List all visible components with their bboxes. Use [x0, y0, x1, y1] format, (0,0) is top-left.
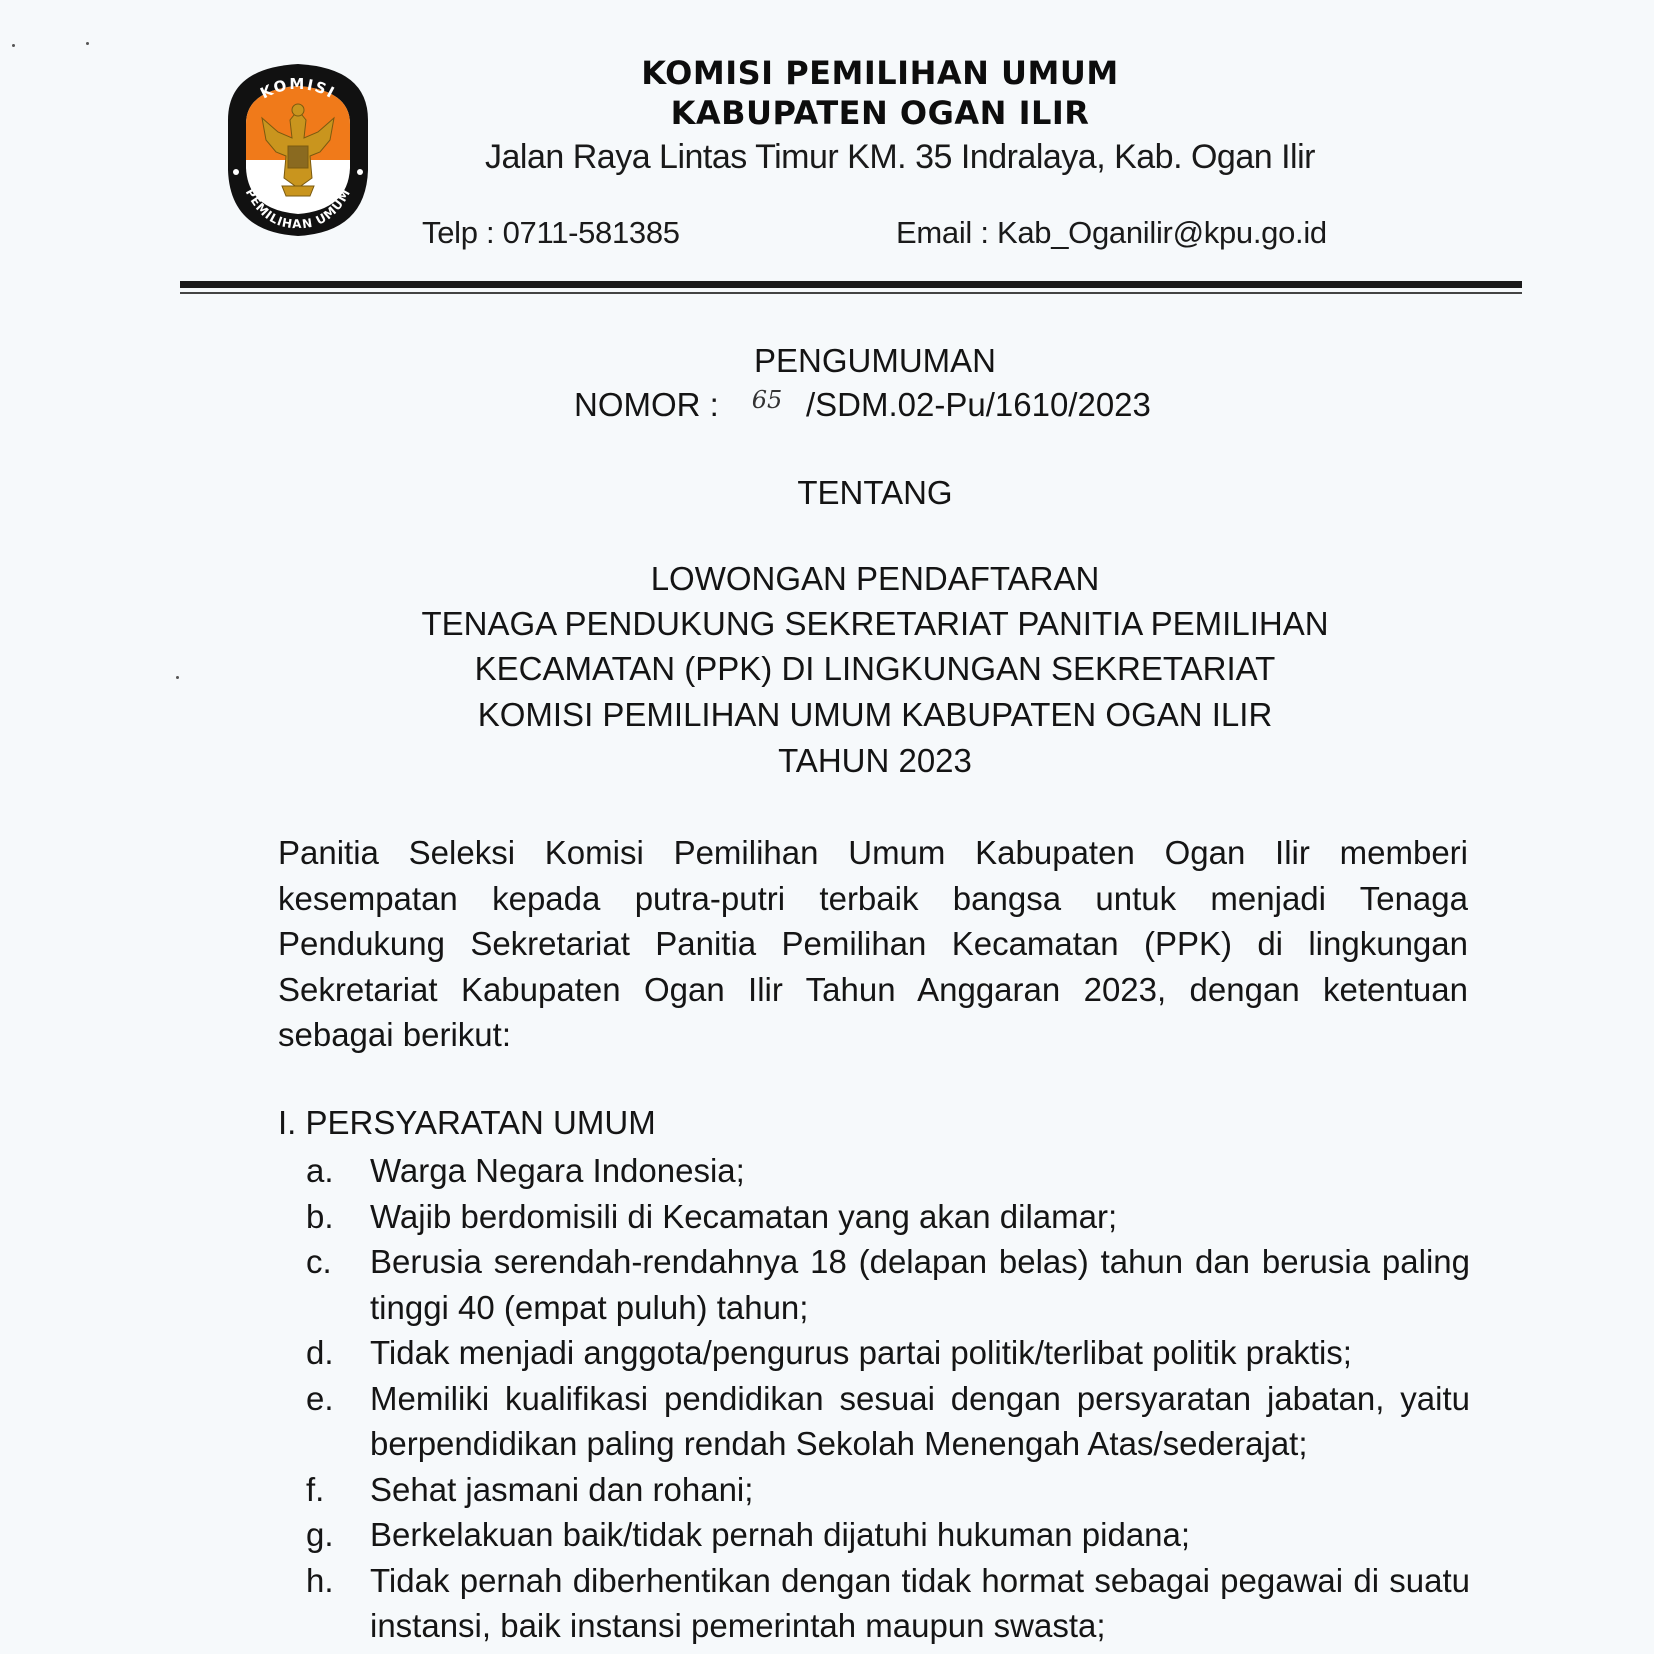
list-item	[306, 1558, 1470, 1649]
requirements-list	[306, 1148, 1470, 1649]
list-item-text: Tidak pernah diberhentikan dengan tidak hormat sebagai pegawai di suatu instansi, baik instansi pemerintah maupun swasta;	[370, 1561, 1470, 1644]
org-telephone: Telp : 0711-581385	[422, 215, 680, 250]
intro-paragraph: Panitia Seleksi Komisi Pemilihan Umum Kabupaten Ogan Ilir memberi kesempatan kepada putra-putri terbaik bangsa untuk menjadi Tenaga Pendukung Sekretariat Panitia Pemilihan Kecamatan (PPK) di lingkungan Sekretariat Kabupaten Ogan Ilir Tahun Anggaran 2023, dengan ketentuan sebagai berikut:	[278, 834, 1468, 1053]
list-item-letter: h.	[306, 1561, 334, 1599]
org-email: Email : Kab_Oganilir@kpu.go.id	[896, 215, 1327, 250]
list-item-letter: a.	[306, 1152, 334, 1189]
list-item-letter: g.	[306, 1516, 334, 1553]
scan-speck	[176, 676, 179, 679]
list-item-text: Sehat jasmani dan rohani;	[370, 1470, 754, 1508]
list-item	[306, 1467, 1470, 1513]
kpu-logo	[218, 60, 378, 240]
scan-speck	[86, 42, 89, 45]
section-title: I. PERSYARATAN UMUM	[278, 1104, 656, 1141]
tentang-label: TENTANG	[797, 474, 953, 511]
list-item	[306, 1239, 1470, 1330]
announcement-title: PENGUMUMAN	[753, 342, 996, 379]
org-name-line2: KABUPATEN OGAN ILIR	[670, 94, 1090, 132]
letterhead-divider-thin	[180, 292, 1522, 294]
list-item-text: Warga Negara Indonesia;	[370, 1152, 745, 1189]
subject-line: TENAGA PENDUKUNG SEKRETARIAT PANITIA PEMILIHAN	[421, 605, 1329, 642]
list-item	[306, 1512, 1470, 1558]
nomor-handwritten: 65	[751, 386, 783, 414]
logo-text-top: KOMISI	[257, 74, 339, 103]
list-item-letter: d.	[306, 1334, 334, 1371]
list-item	[306, 1330, 1470, 1376]
org-address: Jalan Raya Lintas Timur KM. 35 Indralaya, Kab. Ogan Ilir	[485, 138, 1315, 176]
subject-line: KOMISI PEMILIHAN UMUM KABUPATEN OGAN ILIR	[477, 696, 1273, 733]
list-item	[306, 1194, 1470, 1240]
list-item-text: Berkelakuan baik/tidak pernah dijatuhi hukuman pidana;	[370, 1516, 1191, 1553]
subject-line: KECAMATAN (PPK) DI LINGKUNGAN SEKRETARIAT	[474, 650, 1276, 687]
logo-text-bottom: PEMILIHAN UMUM	[242, 186, 354, 232]
list-item-text: Memiliki kualifikasi pendidikan sesuai dengan persyaratan jabatan, yaitu berpendidikan paling rendah Sekolah Menengah Atas/sederajat;	[370, 1379, 1470, 1462]
list-item-text: Berusia serendah-rendahnya 18 (delapan belas) tahun dan berusia paling tinggi 40 (empat puluh) tahun;	[370, 1243, 1470, 1326]
nomor-suffix: /SDM.02-Pu/1610/2023	[806, 386, 1151, 423]
org-name-line1: KOMISI PEMILIHAN UMUM	[641, 54, 1119, 92]
list-item	[306, 1376, 1470, 1467]
list-item	[306, 1148, 1470, 1194]
list-item-letter: e.	[306, 1379, 334, 1417]
list-item-text: Tidak menjadi anggota/pengurus partai politik/terlibat politik praktis;	[370, 1334, 1352, 1371]
announcement-number	[574, 386, 1151, 424]
letterhead-divider	[180, 281, 1522, 288]
nomor-prefix: NOMOR :	[574, 386, 728, 423]
subject-line: LOWONGAN PENDAFTARAN	[650, 560, 1100, 597]
list-item-letter: f.	[306, 1470, 325, 1508]
list-item-text: Wajib berdomisili di Kecamatan yang akan dilamar;	[370, 1197, 1118, 1235]
list-item-letter: c.	[306, 1243, 332, 1280]
scan-speck	[12, 44, 15, 47]
subject-line: TAHUN 2023	[778, 742, 972, 779]
list-item-letter: b.	[306, 1197, 334, 1235]
